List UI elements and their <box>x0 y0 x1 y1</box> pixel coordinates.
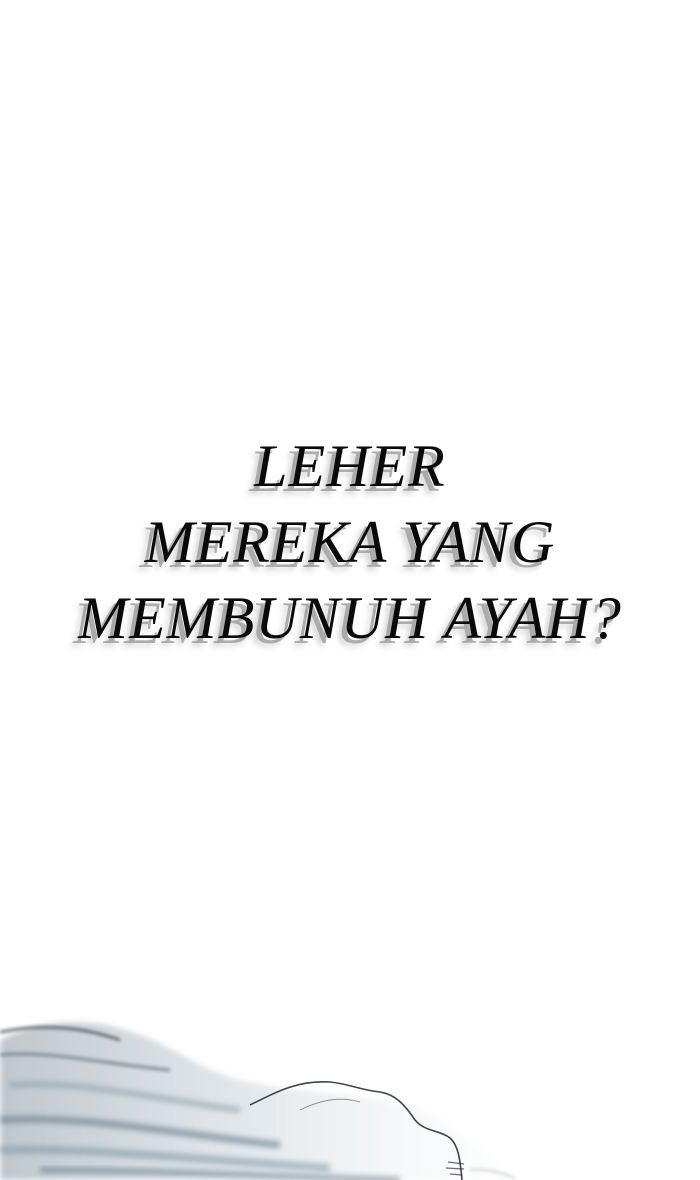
caption-line-1: LEHER <box>254 433 446 499</box>
misty-water-brush-icon <box>0 1010 700 1180</box>
caption-line-3: MEMBUNUH AYAH? <box>78 585 622 651</box>
caption-line-2: MEREKA YANG <box>144 509 556 575</box>
narration-caption <box>0 428 700 656</box>
mist-shape <box>0 1022 520 1180</box>
